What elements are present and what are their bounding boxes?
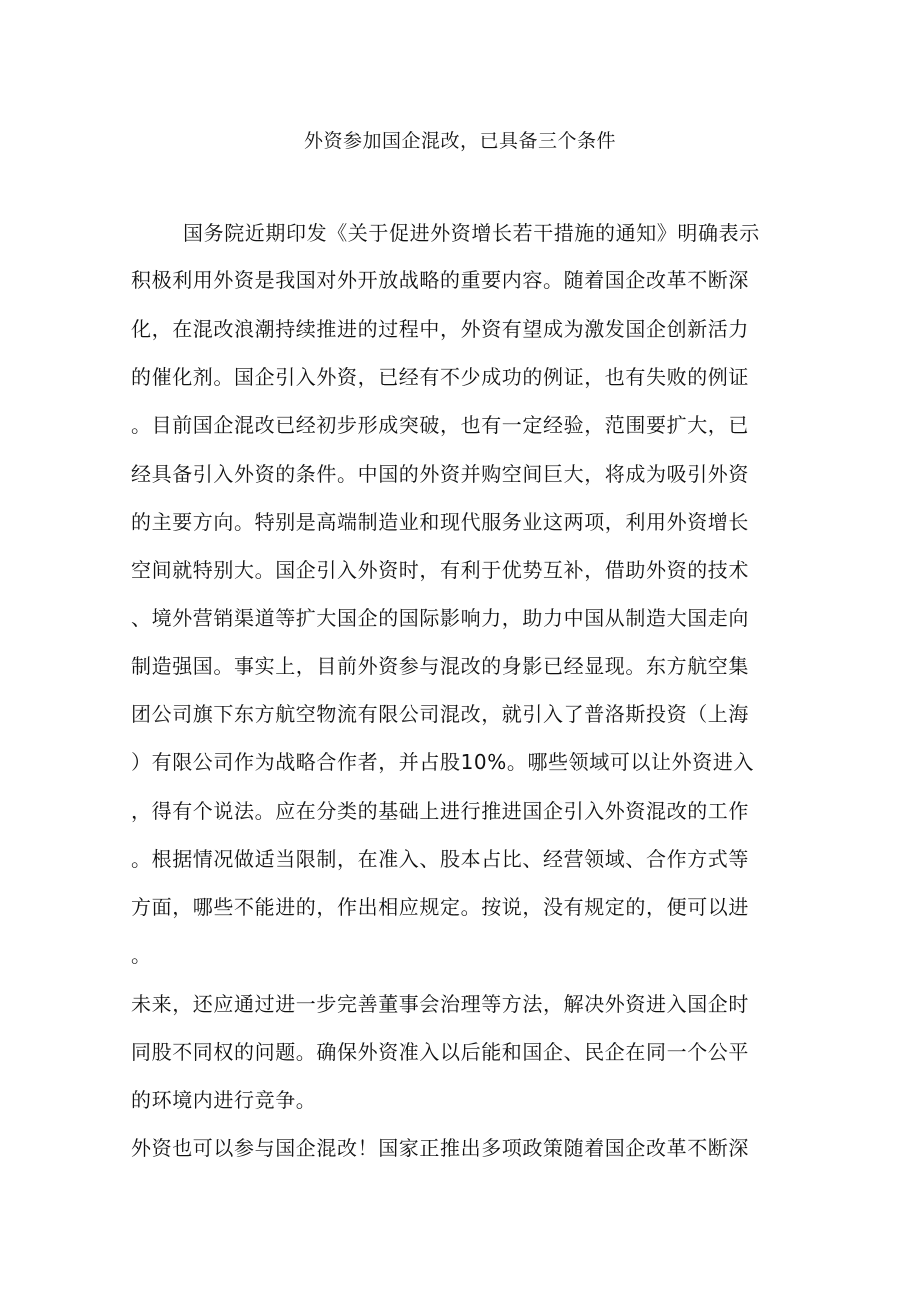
body-line-18: 同股不同权的问题。确保外资准入以后能和国企、民企在同一个公平 [131,1040,749,1064]
body-line-13: ，得有个说法。应在分类的基础上进行推进国企引入外资混改的工作 [131,799,749,823]
body-line-3: 化，在混改浪潮持续推进的过程中，外资有望成为激发国企创新活力 [131,317,749,341]
body-line-15: 方面，哪些不能进的，作出相应规定。按说，没有规定的，便可以进 [131,895,749,919]
body-line-10: 制造强国。事实上，目前外资参与混改的身影已经显现。东方航空集 [131,654,749,678]
body-line-17: 未来，还应通过进一步完善董事会治理等方法，解决外资进入国企时 [131,992,749,1016]
body-line-20: 外资也可以参与国企混改！国家正推出多项政策随着国企改革不断深 [131,1136,749,1160]
body-line-7: 的主要方向。特别是高端制造业和现代服务业这两项，利用外资增长 [131,510,749,534]
body-line-1: 国务院近期印发《关于促进外资增长若干措施的通知》明确表示 [183,221,760,245]
body-line-11: 团公司旗下东方航空物流有限公司混改，就引入了普洛斯投资（上海 [131,702,749,726]
body-line-9: 、境外营销渠道等扩大国企的国际影响力，助力中国从制造大国走向 [131,606,749,630]
body-line-16: 。 [131,943,152,967]
body-line-2: 积极利用外资是我国对外开放战略的重要内容。随着国企改革不断深 [131,268,749,292]
document-title: 外资参加国企混改，已具备三个条件 [303,130,616,152]
body-line-6: 经具备引入外资的条件。中国的外资并购空间巨大，将成为吸引外资 [131,462,749,486]
body-line-14: 。根据情况做适当限制，在准入、股本占比、经营领域、合作方式等 [131,847,749,871]
body-line-19: 的环境内进行竞争。 [131,1088,317,1112]
body-line-5: 。目前国企混改已经初步形成突破，也有一定经验，范围要扩大，已 [131,413,749,437]
body-line-8: 空间就特别大。国企引入外资时，有利于优势互补，借助外资的技术 [131,558,749,582]
body-line-12: ）有限公司作为战略合作者，并占股10%。哪些领域可以让外资进入 [131,750,755,774]
body-line-4: 的催化剂。国企引入外资，已经有不少成功的例证，也有失败的例证 [131,365,749,389]
